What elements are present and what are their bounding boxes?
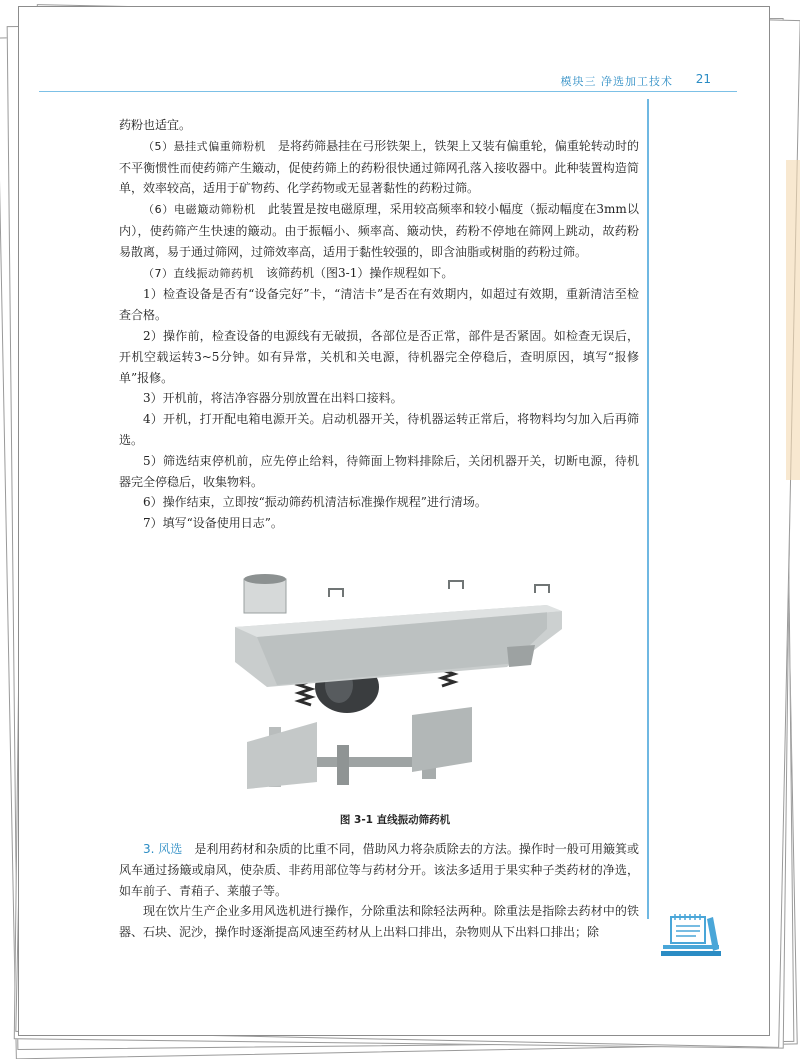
paragraph: （6）电磁簸动筛粉机 此装置是按电磁原理，采用较高频率和较小幅度（振动幅度在3mm以内），使药筛产生快速的簸动。由于振幅小、频率高、簸动快，药粉不停地在筛网上跳动，故药粉易散离，易于通过筛网，过筛效率高，适用于黏性较强的，即含油脂或树脂的药粉过筛。: [119, 202, 639, 259]
list-item: 7）填写“设备使用日志”。: [143, 516, 283, 531]
running-header: [19, 63, 771, 93]
list-item: 4）开机，打开配电箱电源开关。启动机器开关，待机器运转正常后，将物料均匀加入后再筛选。: [119, 412, 639, 447]
term-label: （7）直线振动筛药机: [143, 266, 254, 280]
list-item: 3）开机前，将洁净容器分别放置在出料口接料。: [143, 391, 403, 406]
chapter-title: 模块三 净选加工技术: [560, 75, 673, 88]
margin-rule: [647, 99, 649, 919]
list-item: 5）筛选结束停机前，应先停止给料，待筛面上物料排除后，关闭机器开关，切断电源，待机器完全停稳后，收集物料。: [119, 453, 639, 489]
paragraph: （5）悬挂式偏重筛粉机 是将药筛悬挂在弓形铁架上，铁架上又装有偏重轮，偏重轮转动时的不平衡惯性而使药筛产生簸动，促使药筛上的药粉很快通过筛网孔落入接收器中。此种装置构造简单，效率较高，适用于矿物药、化学药物或无显著黏性的药粉过筛。: [119, 138, 639, 196]
notebook-icon: [659, 911, 723, 959]
list-item: 6）操作结束，立即按“振动筛药机清洁标准操作规程”进行清场。: [143, 495, 487, 510]
body-text-bottom: [119, 839, 639, 943]
list-item: 1）检查设备是否有“设备完好”卡，“清洁卡”是否在有效期内，如超过有效期，重新清洁至检查合格。: [119, 287, 639, 323]
paragraph: 药粉也适宜。: [119, 118, 192, 132]
page-edge-stripe: [786, 160, 800, 480]
paragraph: 现在饮片生产企业多用风选机进行操作，分除重法和除轻法两种。除重法是指除去药材中的铁器、石块、泥沙，操作时逐渐提高风速至药材从上出料口排出，杂物则从下出料口排出；除: [119, 904, 639, 940]
section-heading: 3. 风选: [143, 842, 183, 856]
book-page: [18, 6, 770, 1036]
header-rule: [39, 91, 737, 92]
figure-caption: 图 3-1 直线振动筛药机: [339, 814, 451, 826]
page-number: 21: [695, 72, 711, 86]
body-text-top: [119, 115, 639, 534]
term-label: （5）悬挂式偏重筛粉机: [143, 139, 266, 153]
term-label: （6）电磁簸动筛粉机: [143, 203, 256, 217]
paragraph: （7）直线振动筛药机 该筛药机（图3-1）操作规程如下。: [143, 265, 454, 280]
vibrating-sieve-photo: [217, 567, 577, 792]
paragraph: 3. 风选 是利用药材和杂质的比重不同，借助风力将杂质除去的方法。操作时一般可用簸箕或风车通过扬簸或扇风，使杂质、非药用部位等与药材分开。该法多适用于果实种子类药材的净选，如车前子、青葙子、莱菔子等。: [119, 842, 639, 898]
list-item: 2）操作前，检查设备的电源线有无破损，各部位是否正常，部件是否紧固。如检查无误后，开机空载运转3~5分钟。如有异常，关机和关电源，待机器完全停稳后，查明原因，填写“报修单”报修。: [119, 328, 639, 385]
